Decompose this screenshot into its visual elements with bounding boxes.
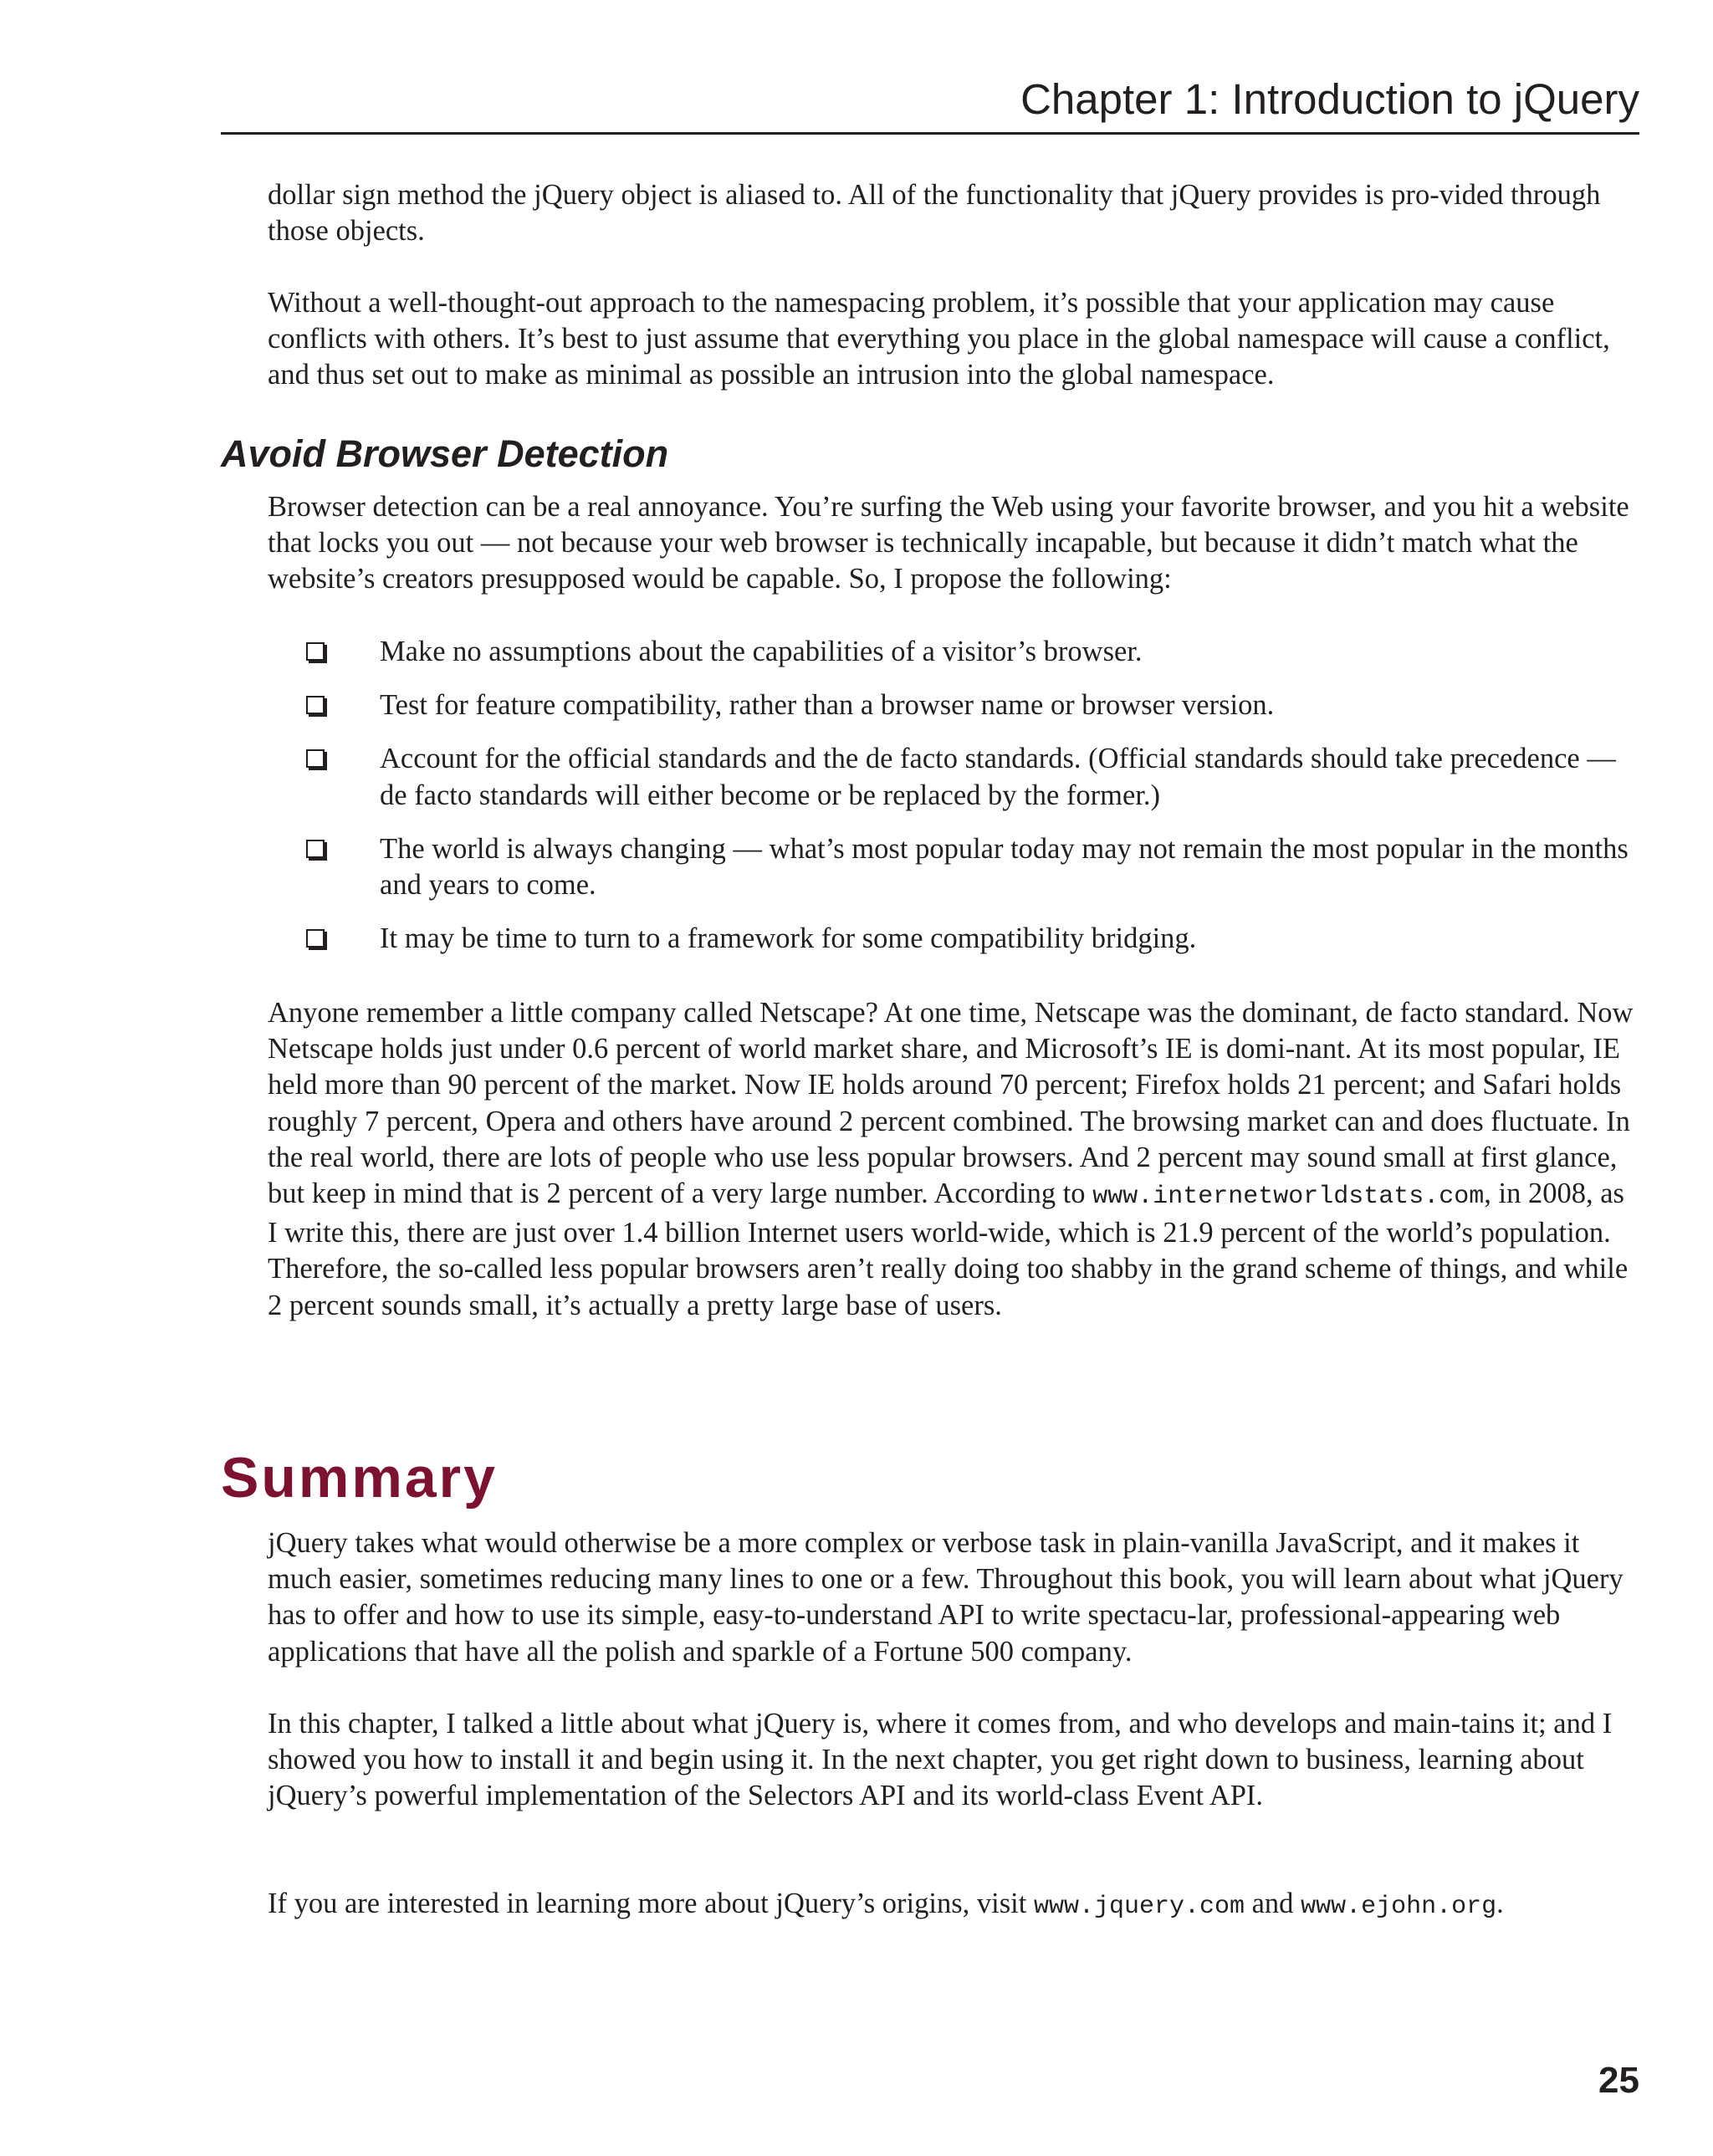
summary-paragraph-2: In this chapter, I talked a little about what jQuery is, where it comes from, and who develops and main-tains it; and I showed you how to install it and begin using it. In the next chapter, you get right down to business, learning about jQuery’s powerful implementation of the Selectors API and its world-class Event API. — [268, 1708, 1613, 1812]
feature-checklist — [306, 634, 1639, 957]
chapter-title: Chapter 1: Introduction to jQuery — [1020, 75, 1639, 123]
list-item: Test for feature compatibility, rather than a browser name or browser version. — [306, 687, 1639, 723]
ejohn-url: www.ejohn.org — [1301, 1893, 1497, 1921]
running-header — [221, 77, 1639, 135]
summary-paragraph-1: jQuery takes what would otherwise be a more complex or verbose task in plain-vanilla JavaScript, and it makes it much easier, sometimes reducing many lines to one or a few. Throughout this book, you will learn about what jQuery has to offer and how to use its simple, easy-to-understand API to write spectacu-lar, professional-appearing web applications that have all the polish and sparkle of a Fortune 500 company. — [268, 1527, 1624, 1668]
summary-paragraph-3: If you are interested in learning more about jQuery’s origins, visit www.jquery.com and www.ejohn.org. — [268, 1888, 1504, 1921]
checkbox-bullet-icon — [306, 749, 325, 768]
list-item: The world is always changing — what’s most popular today may not remain the most popular in the months and years to come. — [306, 831, 1639, 903]
page-number: 25 — [1598, 2060, 1639, 2101]
list-item: Account for the official standards and the de facto standards. (Official standards should take precedence — de facto standards will either become or be replaced by the former.) — [306, 741, 1639, 813]
summary-heading: Summary — [221, 1446, 498, 1510]
intro-paragraph-1: dollar sign method the jQuery object is aliased to. All of the functionality that jQuery provides is pro-vided through those objects. — [268, 179, 1601, 248]
checkbox-bullet-icon — [306, 642, 325, 661]
netscape-paragraph: Anyone remember a little company called Netscape? At one time, Netscape was the dominant, de facto standard. Now Netscape holds just under 0.6 percent of world market share, and Microsoft’s IE is domi-nant. At its most popular, IE held more than 90 percent of the market. Now IE holds around 70 percent; Firefox holds 21 percent; and Safari holds roughly 7 percent, Opera and others have around 2 percent combined. The browsing market can and does fluctuate. In the real world, there are lots of people who use less popular browsers. And 2 percent may sound small at first glance, but keep in mind that is 2 percent of a very large number. According to www.internetworldstats.com, in 2008, as I write this, there are just over 1.4 billion Internet users world-wide, which is 21.9 percent of the world’s population. Therefore, the so-called less popular browsers aren’t really doing too shabby in the grand scheme of things, and while 2 percent sounds small, it’s actually a pretty large base of users. — [268, 997, 1634, 1321]
checkbox-bullet-icon — [306, 929, 325, 948]
list-item: Make no assumptions about the capabilities of a visitor’s browser. — [306, 634, 1639, 670]
list-item: It may be time to turn to a framework for some compatibility bridging. — [306, 921, 1639, 957]
checkbox-bullet-icon — [306, 696, 325, 714]
internetworldstats-url: www.internetworldstats.com — [1092, 1183, 1485, 1212]
avoid-intro-paragraph: Browser detection can be a real annoyance. You’re surfing the Web using your favorite browser, and you hit a website that locks you out — not because your web browser is technically incapable, but because it didn’t match what the website’s creators presupposed would be capable. So, I propose the following: — [268, 491, 1629, 595]
checkbox-bullet-icon — [306, 840, 325, 858]
jquery-url: www.jquery.com — [1033, 1893, 1245, 1921]
intro-paragraph-2: Without a well-thought-out approach to the namespacing problem, it’s possible that your application may cause conflicts with others. It’s best to just assume that everything you place in the global namespace will cause a conflict, and thus set out to make as minimal as possible an intrusion into the global namespace. — [268, 287, 1610, 391]
section-heading-avoid-browser-detection: Avoid Browser Detection — [221, 432, 669, 475]
